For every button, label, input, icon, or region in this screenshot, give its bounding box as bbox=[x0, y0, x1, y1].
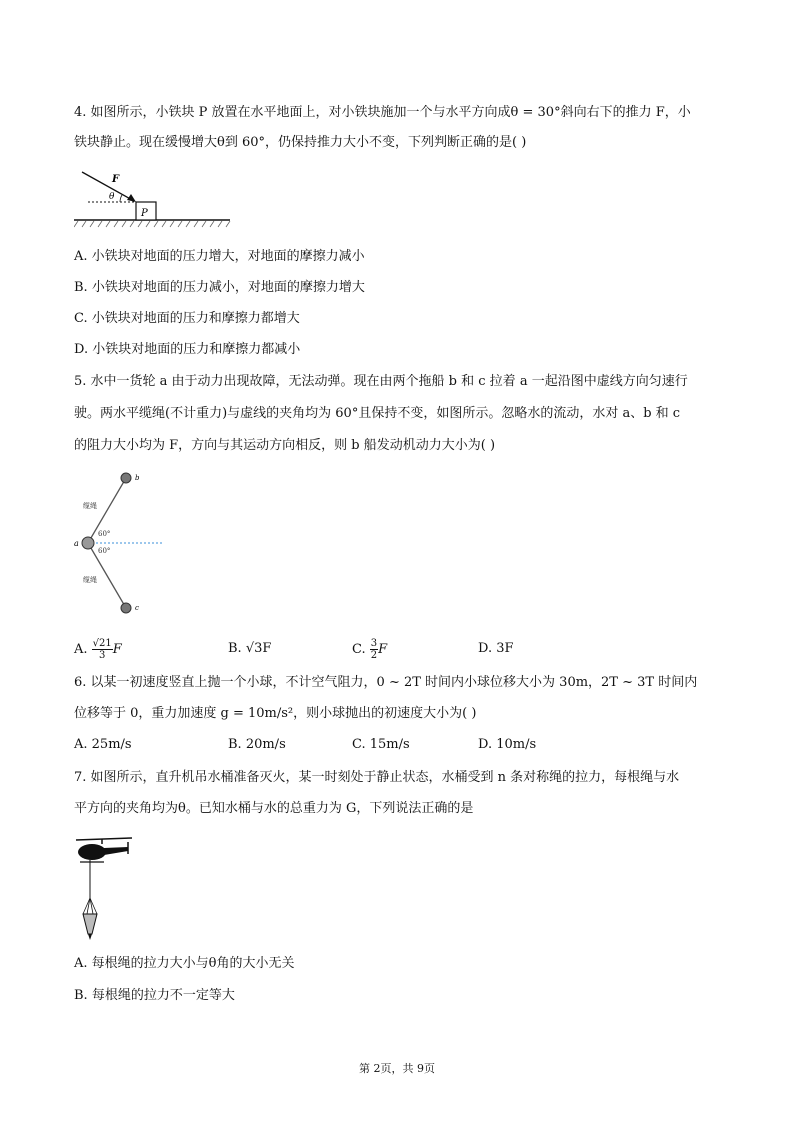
water-bucket bbox=[83, 914, 97, 934]
page-footer: 第 2页，共 9页 bbox=[359, 1062, 435, 1075]
rotor-blade bbox=[76, 838, 132, 840]
q5-option-b: B. √3F bbox=[228, 641, 272, 656]
bucket-ropes bbox=[83, 898, 97, 914]
label-c: c bbox=[135, 604, 139, 612]
q4-option-b: B. 小铁块对地面的压力减小，对地面的摩擦力增大 bbox=[74, 280, 365, 295]
q5-stem-line2: 驶。两水平缆绳(不计重力)与虚线的夹角均为 60°且保持不变，如图所示。忽略水的流动，水对 a、b 和 c bbox=[74, 406, 681, 421]
fraction: $\frac{√21}{3}$ bbox=[92, 638, 112, 661]
angle-label: θ bbox=[109, 192, 115, 202]
q4-figure bbox=[74, 164, 234, 230]
ship-a bbox=[82, 537, 94, 549]
option-suffix: F bbox=[112, 642, 122, 657]
block-label: P bbox=[141, 208, 148, 219]
label-b: b bbox=[135, 474, 140, 482]
force-label: F bbox=[112, 174, 120, 185]
label-a: a bbox=[74, 539, 79, 548]
q5-option-a bbox=[74, 638, 122, 661]
q4-option-d: D. 小铁块对地面的压力和摩擦力都减小 bbox=[74, 342, 301, 357]
option-prefix: C. bbox=[352, 642, 366, 657]
fraction: $\frac{3}{2}$ bbox=[370, 638, 378, 661]
q5-option-d: D. 3F bbox=[478, 641, 514, 656]
q6-option-d: D. 10m/s bbox=[478, 737, 537, 752]
angle-arc bbox=[120, 195, 122, 202]
rope-label-bottom: 缆绳 bbox=[83, 576, 97, 584]
q5-stem-line3: 的阻力大小均为 F，方向与其运动方向相反，则 b 船发动机动力大小为( ) bbox=[74, 438, 496, 453]
q7-option-a: A. 每根绳的拉力大小与θ角的大小无关 bbox=[74, 956, 295, 971]
force-arrow bbox=[82, 172, 134, 201]
q6-stem-line1: 6. 以某一初速度竖直上抛一个小球，不计空气阻力，0 ~ 2T 时间内小球位移大小为 30m，2T ~ 3T 时间内 bbox=[74, 675, 698, 690]
q5-stem-line1: 5. 水中一货轮 a 由于动力出现故障，无法动弹。现在由两个拖船 b 和 c 拉着 a 一起沿图中虚线方向匀速行 bbox=[74, 374, 688, 389]
q5-figure bbox=[74, 468, 174, 618]
angle-label-top: 60° bbox=[98, 530, 111, 538]
angle-label-bottom: 60° bbox=[98, 547, 111, 555]
bucket-tip bbox=[88, 934, 92, 940]
q4-stem-line2: 铁块静止。现在缓慢增大θ到 60°，仍保持推力大小不变，下列判断正确的是( ) bbox=[74, 135, 527, 150]
q7-figure-helicopter bbox=[70, 830, 140, 942]
q4-option-a: A. 小铁块对地面的压力增大，对地面的摩擦力减小 bbox=[74, 249, 365, 264]
force-arrowhead bbox=[127, 194, 136, 202]
option-prefix: A. bbox=[74, 642, 88, 657]
q4-stem-line1: 4. 如图所示，小铁块 P 放置在水平地面上，对小铁块施加一个与水平方向成θ = 30°斜向右下的推力 F，小 bbox=[74, 105, 691, 120]
ground-hatching bbox=[74, 221, 230, 227]
q5-option-c bbox=[352, 638, 387, 661]
q6-option-b: B. 20m/s bbox=[228, 737, 286, 752]
option-suffix: F bbox=[378, 642, 388, 657]
q7-stem-line1: 7. 如图所示，直升机吊水桶准备灭火，某一时刻处于静止状态，水桶受到 n 条对称绳的拉力，每根绳与水 bbox=[74, 770, 680, 785]
rope-label-top: 缆绳 bbox=[83, 502, 97, 510]
q7-stem-line2: 平方向的夹角均为θ。已知水桶与水的总重力为 G，下列说法正确的是 bbox=[74, 801, 474, 816]
q6-option-a: A. 25m/s bbox=[74, 737, 132, 752]
q7-option-b: B. 每根绳的拉力不一定等大 bbox=[74, 988, 235, 1003]
ship-c bbox=[121, 603, 131, 613]
helicopter-tail bbox=[104, 847, 128, 855]
ship-b bbox=[121, 473, 131, 483]
q6-stem-line2: 位移等于 0，重力加速度 g = 10m/s²，则小球抛出的初速度大小为( ) bbox=[74, 706, 477, 721]
q4-option-c: C. 小铁块对地面的压力和摩擦力都增大 bbox=[74, 311, 300, 326]
q6-option-c: C. 15m/s bbox=[352, 737, 410, 752]
helicopter-body bbox=[78, 844, 106, 860]
